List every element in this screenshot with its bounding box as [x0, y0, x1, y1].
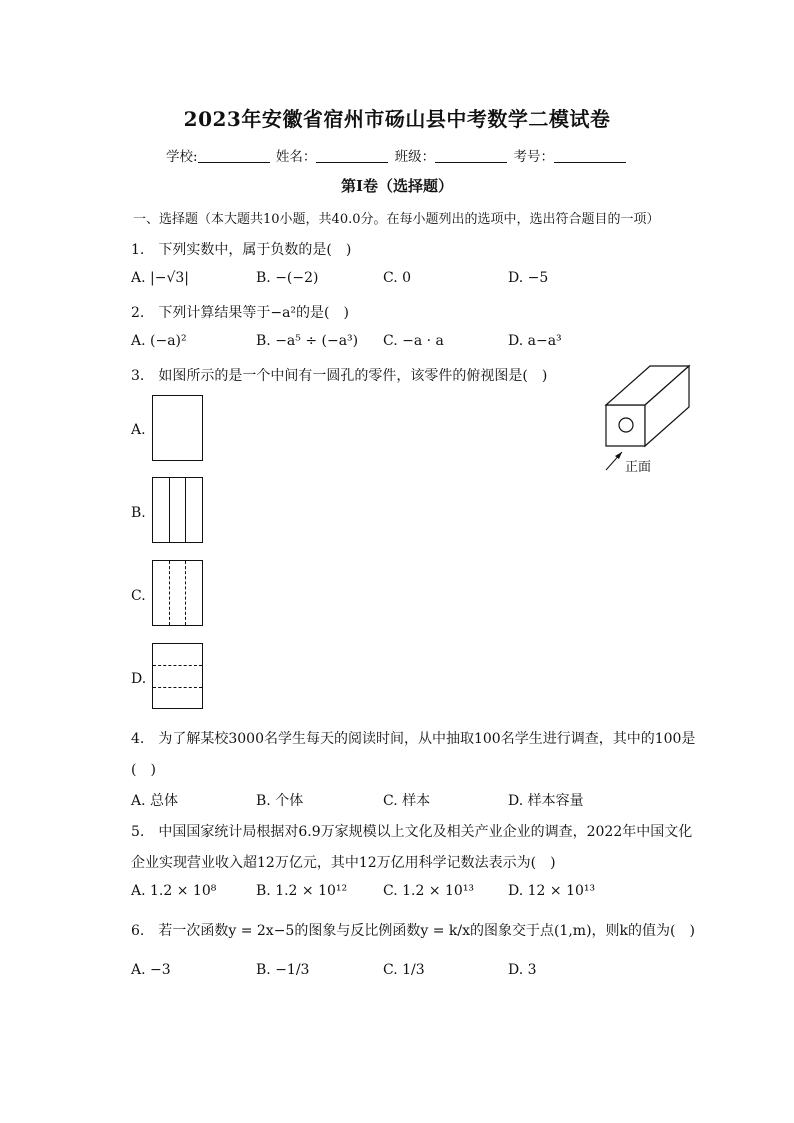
q4-option-d: D. 样本容量: [508, 793, 584, 809]
q5-stem-line1: 5. 中国国家统计局根据对6.9万家规模以上文化及相关产业企业的调查，2022年中国文化: [131, 824, 693, 840]
class-blank: [435, 148, 507, 163]
q5-option-b: B. 1.2 × 10¹²: [256, 883, 348, 899]
q1-option-a: A. |−√3|: [131, 270, 190, 286]
q3-option-c-label: C.: [131, 588, 146, 604]
q3-option-a-figure: [152, 395, 203, 461]
q1-option-c: C. 0: [383, 270, 412, 286]
q2-stem: 2. 下列计算结果等于−a²的是( ): [131, 305, 349, 321]
q3-option-c-figure: [152, 560, 203, 626]
q6-stem: 6. 若一次函数y = 2x−5的图象与反比例函数y = k/x的图象交于点(1,m)，则k的值为( ): [131, 923, 695, 939]
q3-option-d-figure: [152, 643, 203, 709]
section-title: 一、选择题（本大题共10小题，共40.0分。在每小题列出的选项中，选出符合题目的一项）: [133, 212, 660, 227]
student-info-line: [0, 145, 794, 165]
q6-option-c: C. 1/3: [383, 962, 425, 978]
name-blank: [316, 148, 388, 163]
q3-stem: 3. 如图所示的是一个中间有一圆孔的零件，该零件的俯视图是( ): [131, 368, 548, 384]
school-blank: [198, 148, 270, 163]
q2-option-d: D. a−a³: [508, 333, 562, 349]
q4-option-b: B. 个体: [256, 793, 304, 809]
q3-option-b-label: B.: [131, 505, 146, 521]
q3-option-d-label: D.: [131, 671, 147, 687]
q1-option-b: B. −(−2): [256, 270, 319, 286]
q3-option-a-label: A.: [131, 422, 146, 438]
q2-option-b: B. −a⁵ ÷ (−a³): [256, 333, 359, 349]
q5-option-d: D. 12 × 10¹³: [508, 883, 596, 899]
q4-stem-line1: 4. 为了解某校3000名学生每天的阅读时间，从中抽取100名学生进行调查，其中的100是: [131, 731, 696, 747]
part-title: 第I卷（选择题）: [340, 177, 454, 195]
school-label: 学校:: [166, 149, 198, 165]
q6-option-d: D. 3: [508, 962, 537, 978]
q6-option-b: B. −1/3: [256, 962, 310, 978]
q5-option-a: A. 1.2 × 10⁸: [131, 883, 217, 899]
q5-option-c: C. 1.2 × 10¹³: [383, 883, 475, 899]
q4-option-a: A. 总体: [131, 793, 179, 809]
q4-stem-line2: ( ): [131, 762, 156, 778]
q6-option-a: A. −3: [131, 962, 171, 978]
q2-option-a: A. (−a)²: [131, 333, 187, 349]
q3-option-b-figure: [152, 477, 203, 543]
q5-stem-line2: 企业实现营业收入超12万亿元，其中12万亿用科学记数法表示为( ): [131, 855, 556, 871]
exam-no-label: 考号：: [513, 149, 554, 165]
exam-no-blank: [554, 148, 626, 163]
class-label: 班级：: [394, 149, 436, 165]
q2-option-c: C. −a · a: [383, 333, 444, 349]
q1-option-d: D. −5: [508, 270, 549, 286]
q1-stem: 1. 下列实数中，属于负数的是( ): [131, 242, 352, 258]
q4-option-c: C. 样本: [383, 793, 431, 809]
q3-front-label: 正面: [625, 460, 652, 475]
exam-title: 2023年安徽省宿州市砀山县中考数学二模试卷: [183, 107, 611, 131]
name-label: 姓名：: [275, 149, 317, 165]
